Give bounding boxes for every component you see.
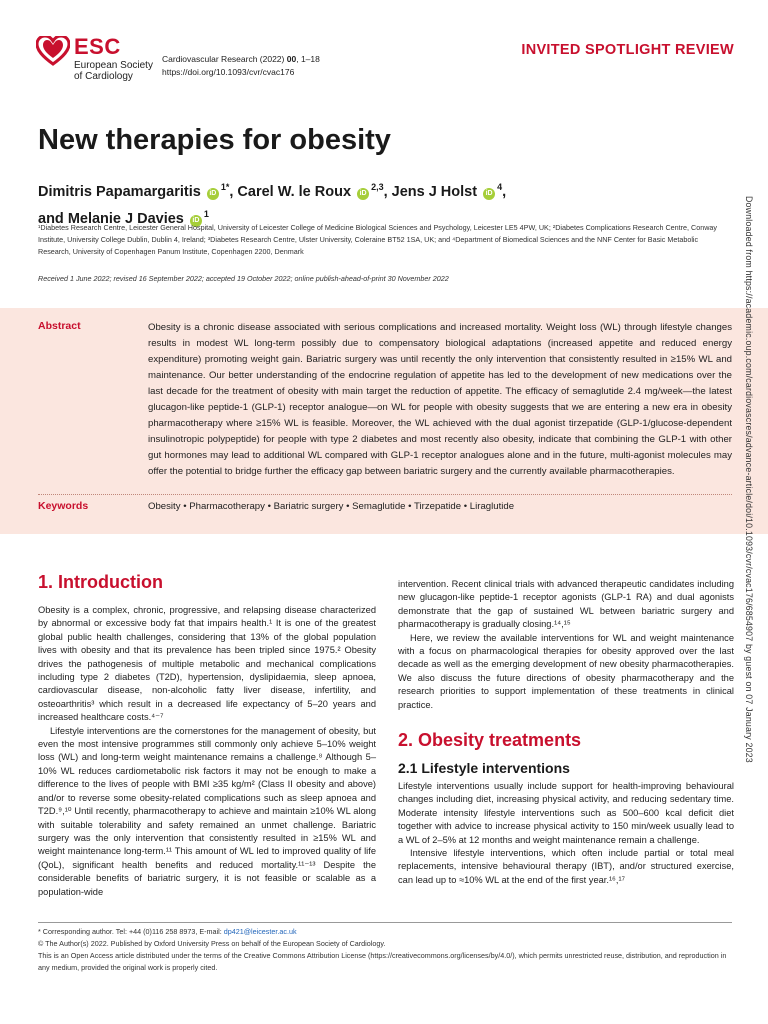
left-column [38, 604, 376, 899]
paragraph: intervention. Recent clinical trials with advanced therapeutic candidates including new glucagon-like peptide-1 receptor agonists (GLP-1 RA) and dual agonists demonstrate that the gap of sustained WL between bariatric surgery and pharmacotherapy is gradually closing.¹⁴,¹⁵ [398, 579, 734, 630]
logo-subtitle: European Society of Cardiology [74, 60, 153, 82]
orcid-icon[interactable]: iD [357, 188, 369, 200]
paragraph: Intensive lifestyle interventions, which often include partial or total meal replacements, intensive behavioural therapy (IBT), and/or structured exercise, can lead up to ≈10% WL at the end of the first year.¹⁶,¹⁷ [398, 848, 734, 885]
heart-icon [36, 36, 70, 66]
page-title: New therapies for obesity [38, 124, 391, 156]
doi-link[interactable]: https://doi.org/10.1093/cvr/cvac176 [162, 67, 295, 77]
author-affiliation-mark: 2,3 [371, 182, 384, 192]
page-footer [38, 926, 732, 974]
subsection-heading-lifestyle: 2.1 Lifestyle interventions [398, 760, 570, 776]
paragraph: Here, we review the available interventions for WL and weight maintenance with a focus on pharmacological therapies for obesity approved over the last decade as well as the emerging development of new obesity pharmacotherapies. We also discuss the future directions of obesity pharmacotherapy and the research priorities to support implementation of these treatments in clinical practice. [398, 632, 734, 710]
license: This is an Open Access article distributed under the terms of the Creative Commons Attribution License (https://creativecommons.org/licenses/by/4.0/), which permits unrestricted reuse, distribution, and reproduction in any medium, provided the original work is properly cited. [38, 951, 727, 972]
right-column-top [398, 578, 734, 712]
paragraph: Obesity is a complex, chronic, progressive, and relapsing disease characterized by abnormal or excessive body fat that impairs health.¹ It is one of the greatest global public health challenges, considering that 13% of the global population lives with obesity and that its prevalence has been tripled since 1975.² Obesity drives the pathogenesis of multiple metabolic and mechanical complications including type 2 diabetes (T2D), hypertension, dyslipidaemia, sleep apnoea, cardiovascular disease, non-alcoholic fatty liver disease, infertility, and osteoarthritis³ which result in a decreased life expectancy of 5–20 years and increased healthcare costs.⁴⁻⁷ [38, 605, 376, 723]
article-type: INVITED SPOTLIGHT REVIEW [521, 42, 734, 58]
copyright: © The Author(s) 2022. Published by Oxford University Press on behalf of the European Society of Cardiology. [38, 939, 386, 948]
corresponding-author [38, 926, 732, 938]
author-and: and [38, 210, 64, 227]
author-list: Dimitris Papamargaritis $iD^{1*}$, Carel W. le Roux iD$^{2,3}$, Jens J Holst $iD^4$, and Melanie J Davies $iD^1$ [38, 182, 507, 227]
paragraph: Lifestyle interventions are the cornerstones for the management of obesity, but even the most intensive programmes still commonly only achieve 5–10% weight loss (WL) and long-term weight maintenance remains a challenge.⁸ Although 5–10% WL reduces cardiometabolic risk factors it may not be enough to make a difference to the lives of people with BMI ≥35 kg/m² (Class II obesity and above) and/or to reverse some obesity-related complications such as sleep apnoea and T2D.⁹,¹⁰ Until recently, pharmacotherapy to achieve and maintain ≥10% WL along with suitable tolerability and safety remained an unmet challenge. Bariatric surgery was the only intervention that consistently resulted in ≥15% WL and weight maintenance long-term.¹¹ This amount of WL led to improved quality of life (QoL), significant health benefits and reduced mortality.¹¹⁻¹³ Despite the considerable benefits of bariatric surgery, it is not feasible or scalable as a population-wide [38, 725, 376, 897]
esc-logo[interactable] [36, 34, 166, 90]
keywords-list: Obesity • Pharmacotherapy • Bariatric surgery • Semaglutide • Tirzepatide • Liraglutide [148, 501, 515, 512]
author-affiliation-mark: 1 [203, 208, 209, 219]
section-heading-introduction: 1. Introduction [38, 572, 163, 592]
right-column-bottom [398, 780, 734, 887]
download-text: Downloaded from https://academic.oup.com/cardiovascres/advance-article/doi/10.1093/cvr/cvac176/6854907 by guest on 07 January 2023 [744, 196, 754, 763]
abstract-divider [38, 494, 732, 495]
author-affiliation-mark: 1* [220, 182, 230, 192]
logo-text: ESC [74, 34, 121, 59]
journal-pages: , 1–18 [296, 54, 320, 64]
abstract-label: Abstract [38, 320, 81, 332]
abstract-section [0, 308, 768, 534]
page-header [0, 0, 768, 100]
author-name[interactable]: Melanie J Davies [67, 210, 184, 227]
author-name[interactable]: Carel W. le Roux [237, 183, 352, 200]
orcid-icon[interactable]: iD [483, 188, 495, 200]
paragraph: Lifestyle interventions usually include support for health-improving behavioural changes including diet, increasing physical activity, and reducing sedentary time. Moderate intensity lifestyle interventions such as 500–600 kcal deficit diet together with advice to increase physical activity to 150 min/week usually lead to a WL of 2–5% at 12 months and weight maintenance remain a challenge. [398, 781, 734, 845]
author-name[interactable]: Jens J Holst [391, 183, 478, 200]
email-link[interactable]: dp421@leicester.ac.uk [223, 927, 297, 936]
section-heading-obesity-treatments: 2. Obesity treatments [398, 730, 582, 750]
publication-dates: Received 1 June 2022; revised 16 September 2022; accepted 19 October 2022; online publish-ahead-of-print 30 November 2022 [38, 274, 449, 283]
download-watermark [740, 196, 758, 836]
footer-divider [38, 922, 732, 923]
author-affiliation-mark: 4 [497, 182, 503, 192]
author-name[interactable]: Dimitris Papamargaritis [38, 183, 201, 200]
keywords-label: Keywords [38, 500, 89, 512]
journal-citation [162, 53, 320, 79]
affiliations: ¹Diabetes Research Centre, Leicester General Hospital, University of Leicester College of Medicine Biological Sciences and Psychology, Leicester LE5 4PW, UK; ²Diabetes Complications Research Centre, Conway Institute, University College Dublin, Dublin 4, Ireland; ³Diabetes Research Centre, Ulster University, Coleraine BT52 1SA, UK; and ⁴Department of Biomedical Sciences and the NNF Center for Basic Metabolic Research, University of Copenhagen Panum Institute, Copenhagen 2200, Denmark [38, 223, 718, 256]
corresponding-text: * Corresponding author. Tel: +44 (0)116 258 8973, E-mail: [38, 927, 224, 936]
journal-name: Cardiovascular Research (2022) [162, 54, 285, 64]
orcid-icon[interactable]: iD [190, 215, 202, 227]
abstract-text: Obesity is a chronic disease associated with serious complications and increased mortality. Weight loss (WL) through lifestyle changes results in modest WL long-term possibly due to compensatory biological adaptations (increased appetite and reduced energy expenditure) promoting weight gain. Bariatric surgery was until recently the only intervention that consistently resulted in ≥15% WL and maintenance. Our better understanding of the endocrine regulation of appetite has led to the development of new medications over the last decade for the treatment of obesity with main target the reduction of appetite. The efficacy of semaglutide 2.4 mg/week—the latest glucagon-like peptide-1 (GLP-1) receptor analogue—on WL for people with obesity suggests that we are entering a new era in obesity pharmacotherapy where ≥15% WL is feasible. Moreover, the WL achieved with the dual agonist tirzepatide (GLP-1/glucose-dependent insulinotropic polypeptide) for people with type 2 diabetes and most recently also obesity, indicate that combining the GLP-1 with other gut hormones may lead to additional WL compared with GLP-1 receptor analogues alone and in the future, multi-agonist molecules may offer the potential to bridge further the efficacy gap between bariatric surgery and the currently available pharmacotherapies. [148, 322, 732, 477]
orcid-icon[interactable]: iD [207, 188, 219, 200]
journal-volume: 00 [286, 54, 297, 64]
